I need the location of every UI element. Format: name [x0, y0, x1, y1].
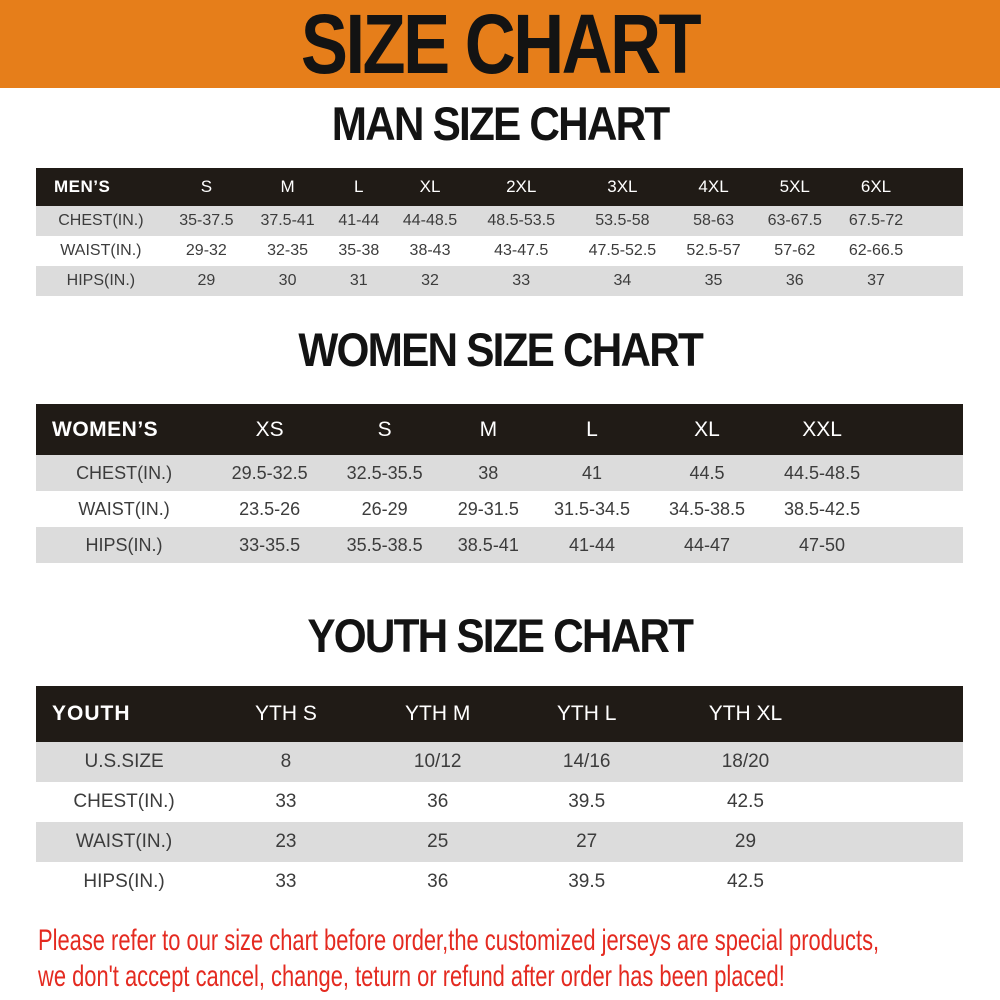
table-header-row — [36, 168, 963, 206]
size-value-cell: 34.5-38.5 — [650, 491, 765, 527]
size-value-cell: 10/12 — [360, 742, 516, 782]
size-value-cell: 29 — [658, 822, 834, 862]
size-value-cell: 14/16 — [516, 742, 658, 782]
size-column-header: 2XL — [471, 168, 572, 206]
size-value-cell: 33 — [471, 266, 572, 296]
size-value-cell: 38-43 — [389, 236, 470, 266]
size-value-cell: 38.5-42.5 — [765, 491, 880, 527]
size-value-cell: 67.5-72 — [835, 206, 916, 236]
measurement-row-label: WAIST(IN.) — [36, 822, 212, 862]
spacer-cell — [880, 491, 963, 527]
size-column-header: S — [327, 404, 442, 455]
spacer-cell — [917, 266, 963, 296]
size-value-cell: 29-32 — [166, 236, 247, 266]
size-value-cell: 29-31.5 — [442, 491, 534, 527]
size-column-header: YTH L — [516, 686, 658, 742]
size-value-cell: 62-66.5 — [835, 236, 916, 266]
table-row — [36, 455, 963, 491]
size-value-cell: 42.5 — [658, 782, 834, 822]
size-column-header: S — [166, 168, 247, 206]
measurement-row-label: CHEST(IN.) — [36, 782, 212, 822]
size-value-cell: 44-47 — [650, 527, 765, 563]
measurement-row-label: WAIST(IN.) — [36, 236, 166, 266]
measurement-row-label: CHEST(IN.) — [36, 455, 212, 491]
disclaimer-line-2: we don't accept cancel, change, teturn or refund after order has been placed! — [38, 960, 785, 993]
size-column-header: M — [442, 404, 534, 455]
table-row — [36, 491, 963, 527]
measurement-row-label: CHEST(IN.) — [36, 206, 166, 236]
size-column-header: L — [534, 404, 649, 455]
size-column-header: XS — [212, 404, 327, 455]
footer-disclaimer — [38, 923, 1000, 995]
size-value-cell: 47-50 — [765, 527, 880, 563]
table-row — [36, 266, 963, 296]
youth-section-title — [0, 609, 1000, 662]
disclaimer-line-1: Please refer to our size chart before order,the customized jerseys are special products, — [38, 924, 880, 957]
size-value-cell: 36 — [754, 266, 835, 296]
size-value-cell: 57-62 — [754, 236, 835, 266]
size-value-cell: 44-48.5 — [389, 206, 470, 236]
women-section-title — [0, 323, 1000, 376]
size-value-cell: 35 — [673, 266, 754, 296]
size-value-cell: 29.5-32.5 — [212, 455, 327, 491]
size-column-header: YTH M — [360, 686, 516, 742]
spacer-cell — [833, 862, 963, 902]
size-value-cell: 32 — [389, 266, 470, 296]
size-value-cell: 36 — [360, 862, 516, 902]
size-value-cell: 31.5-34.5 — [534, 491, 649, 527]
size-column-header: YTH XL — [658, 686, 834, 742]
size-column-header: L — [328, 168, 389, 206]
size-value-cell: 41-44 — [328, 206, 389, 236]
size-value-cell: 26-29 — [327, 491, 442, 527]
size-value-cell: 23.5-26 — [212, 491, 327, 527]
size-value-cell: 44.5 — [650, 455, 765, 491]
size-value-cell: 23 — [212, 822, 360, 862]
size-value-cell: 58-63 — [673, 206, 754, 236]
spacer-cell — [880, 455, 963, 491]
spacer-cell — [880, 404, 963, 455]
size-value-cell: 29 — [166, 266, 247, 296]
size-value-cell: 39.5 — [516, 782, 658, 822]
spacer-cell — [917, 168, 963, 206]
size-value-cell: 25 — [360, 822, 516, 862]
size-value-cell: 47.5-52.5 — [572, 236, 673, 266]
measurement-row-label: U.S.SIZE — [36, 742, 212, 782]
size-value-cell: 32-35 — [247, 236, 328, 266]
spacer-cell — [833, 742, 963, 782]
size-value-cell: 18/20 — [658, 742, 834, 782]
table-row — [36, 742, 963, 782]
man-section-title-text: MAN SIZE CHART — [331, 97, 669, 150]
table-title-cell: MEN’S — [36, 168, 166, 206]
women-section-title-text: WOMEN SIZE CHART — [298, 323, 702, 376]
table-header-row — [36, 686, 963, 742]
size-value-cell: 37 — [835, 266, 916, 296]
spacer-cell — [880, 527, 963, 563]
size-value-cell: 33 — [212, 782, 360, 822]
title-banner — [0, 0, 1000, 88]
size-value-cell: 37.5-41 — [247, 206, 328, 236]
youth-size-table — [36, 686, 963, 902]
women-size-table — [36, 404, 963, 563]
size-value-cell: 42.5 — [658, 862, 834, 902]
size-column-header: 3XL — [572, 168, 673, 206]
size-column-header: YTH S — [212, 686, 360, 742]
youth-section-title-text: YOUTH SIZE CHART — [307, 609, 693, 662]
table-header-row — [36, 404, 963, 455]
size-value-cell: 41 — [534, 455, 649, 491]
size-value-cell: 33-35.5 — [212, 527, 327, 563]
measurement-row-label: WAIST(IN.) — [36, 491, 212, 527]
size-value-cell: 48.5-53.5 — [471, 206, 572, 236]
size-column-header: XXL — [765, 404, 880, 455]
measurement-row-label: HIPS(IN.) — [36, 527, 212, 563]
spacer-cell — [917, 206, 963, 236]
measurement-row-label: HIPS(IN.) — [36, 862, 212, 902]
spacer-cell — [833, 686, 963, 742]
size-value-cell: 32.5-35.5 — [327, 455, 442, 491]
table-title-cell: WOMEN’S — [36, 404, 212, 455]
size-value-cell: 27 — [516, 822, 658, 862]
size-value-cell: 41-44 — [534, 527, 649, 563]
size-value-cell: 38 — [442, 455, 534, 491]
size-column-header: 6XL — [835, 168, 916, 206]
size-value-cell: 31 — [328, 266, 389, 296]
size-value-cell: 36 — [360, 782, 516, 822]
spacer-cell — [833, 782, 963, 822]
table-row — [36, 782, 963, 822]
size-value-cell: 43-47.5 — [471, 236, 572, 266]
man-section-title — [0, 97, 1000, 150]
size-value-cell: 53.5-58 — [572, 206, 673, 236]
spacer-cell — [833, 822, 963, 862]
size-value-cell: 39.5 — [516, 862, 658, 902]
size-value-cell: 33 — [212, 862, 360, 902]
men-size-table — [36, 168, 963, 296]
size-value-cell: 35.5-38.5 — [327, 527, 442, 563]
table-row — [36, 822, 963, 862]
table-title-cell: YOUTH — [36, 686, 212, 742]
size-value-cell: 35-37.5 — [166, 206, 247, 236]
page-title: SIZE CHART — [300, 0, 700, 88]
spacer-cell — [917, 236, 963, 266]
size-column-header: XL — [650, 404, 765, 455]
table-row — [36, 236, 963, 266]
size-value-cell: 38.5-41 — [442, 527, 534, 563]
size-value-cell: 35-38 — [328, 236, 389, 266]
size-column-header: XL — [389, 168, 470, 206]
measurement-row-label: HIPS(IN.) — [36, 266, 166, 296]
size-column-header: 5XL — [754, 168, 835, 206]
table-row — [36, 527, 963, 563]
size-column-header: 4XL — [673, 168, 754, 206]
table-row — [36, 206, 963, 236]
size-value-cell: 44.5-48.5 — [765, 455, 880, 491]
size-value-cell: 8 — [212, 742, 360, 782]
size-value-cell: 63-67.5 — [754, 206, 835, 236]
table-row — [36, 862, 963, 902]
size-value-cell: 34 — [572, 266, 673, 296]
size-value-cell: 30 — [247, 266, 328, 296]
size-value-cell: 52.5-57 — [673, 236, 754, 266]
size-column-header: M — [247, 168, 328, 206]
